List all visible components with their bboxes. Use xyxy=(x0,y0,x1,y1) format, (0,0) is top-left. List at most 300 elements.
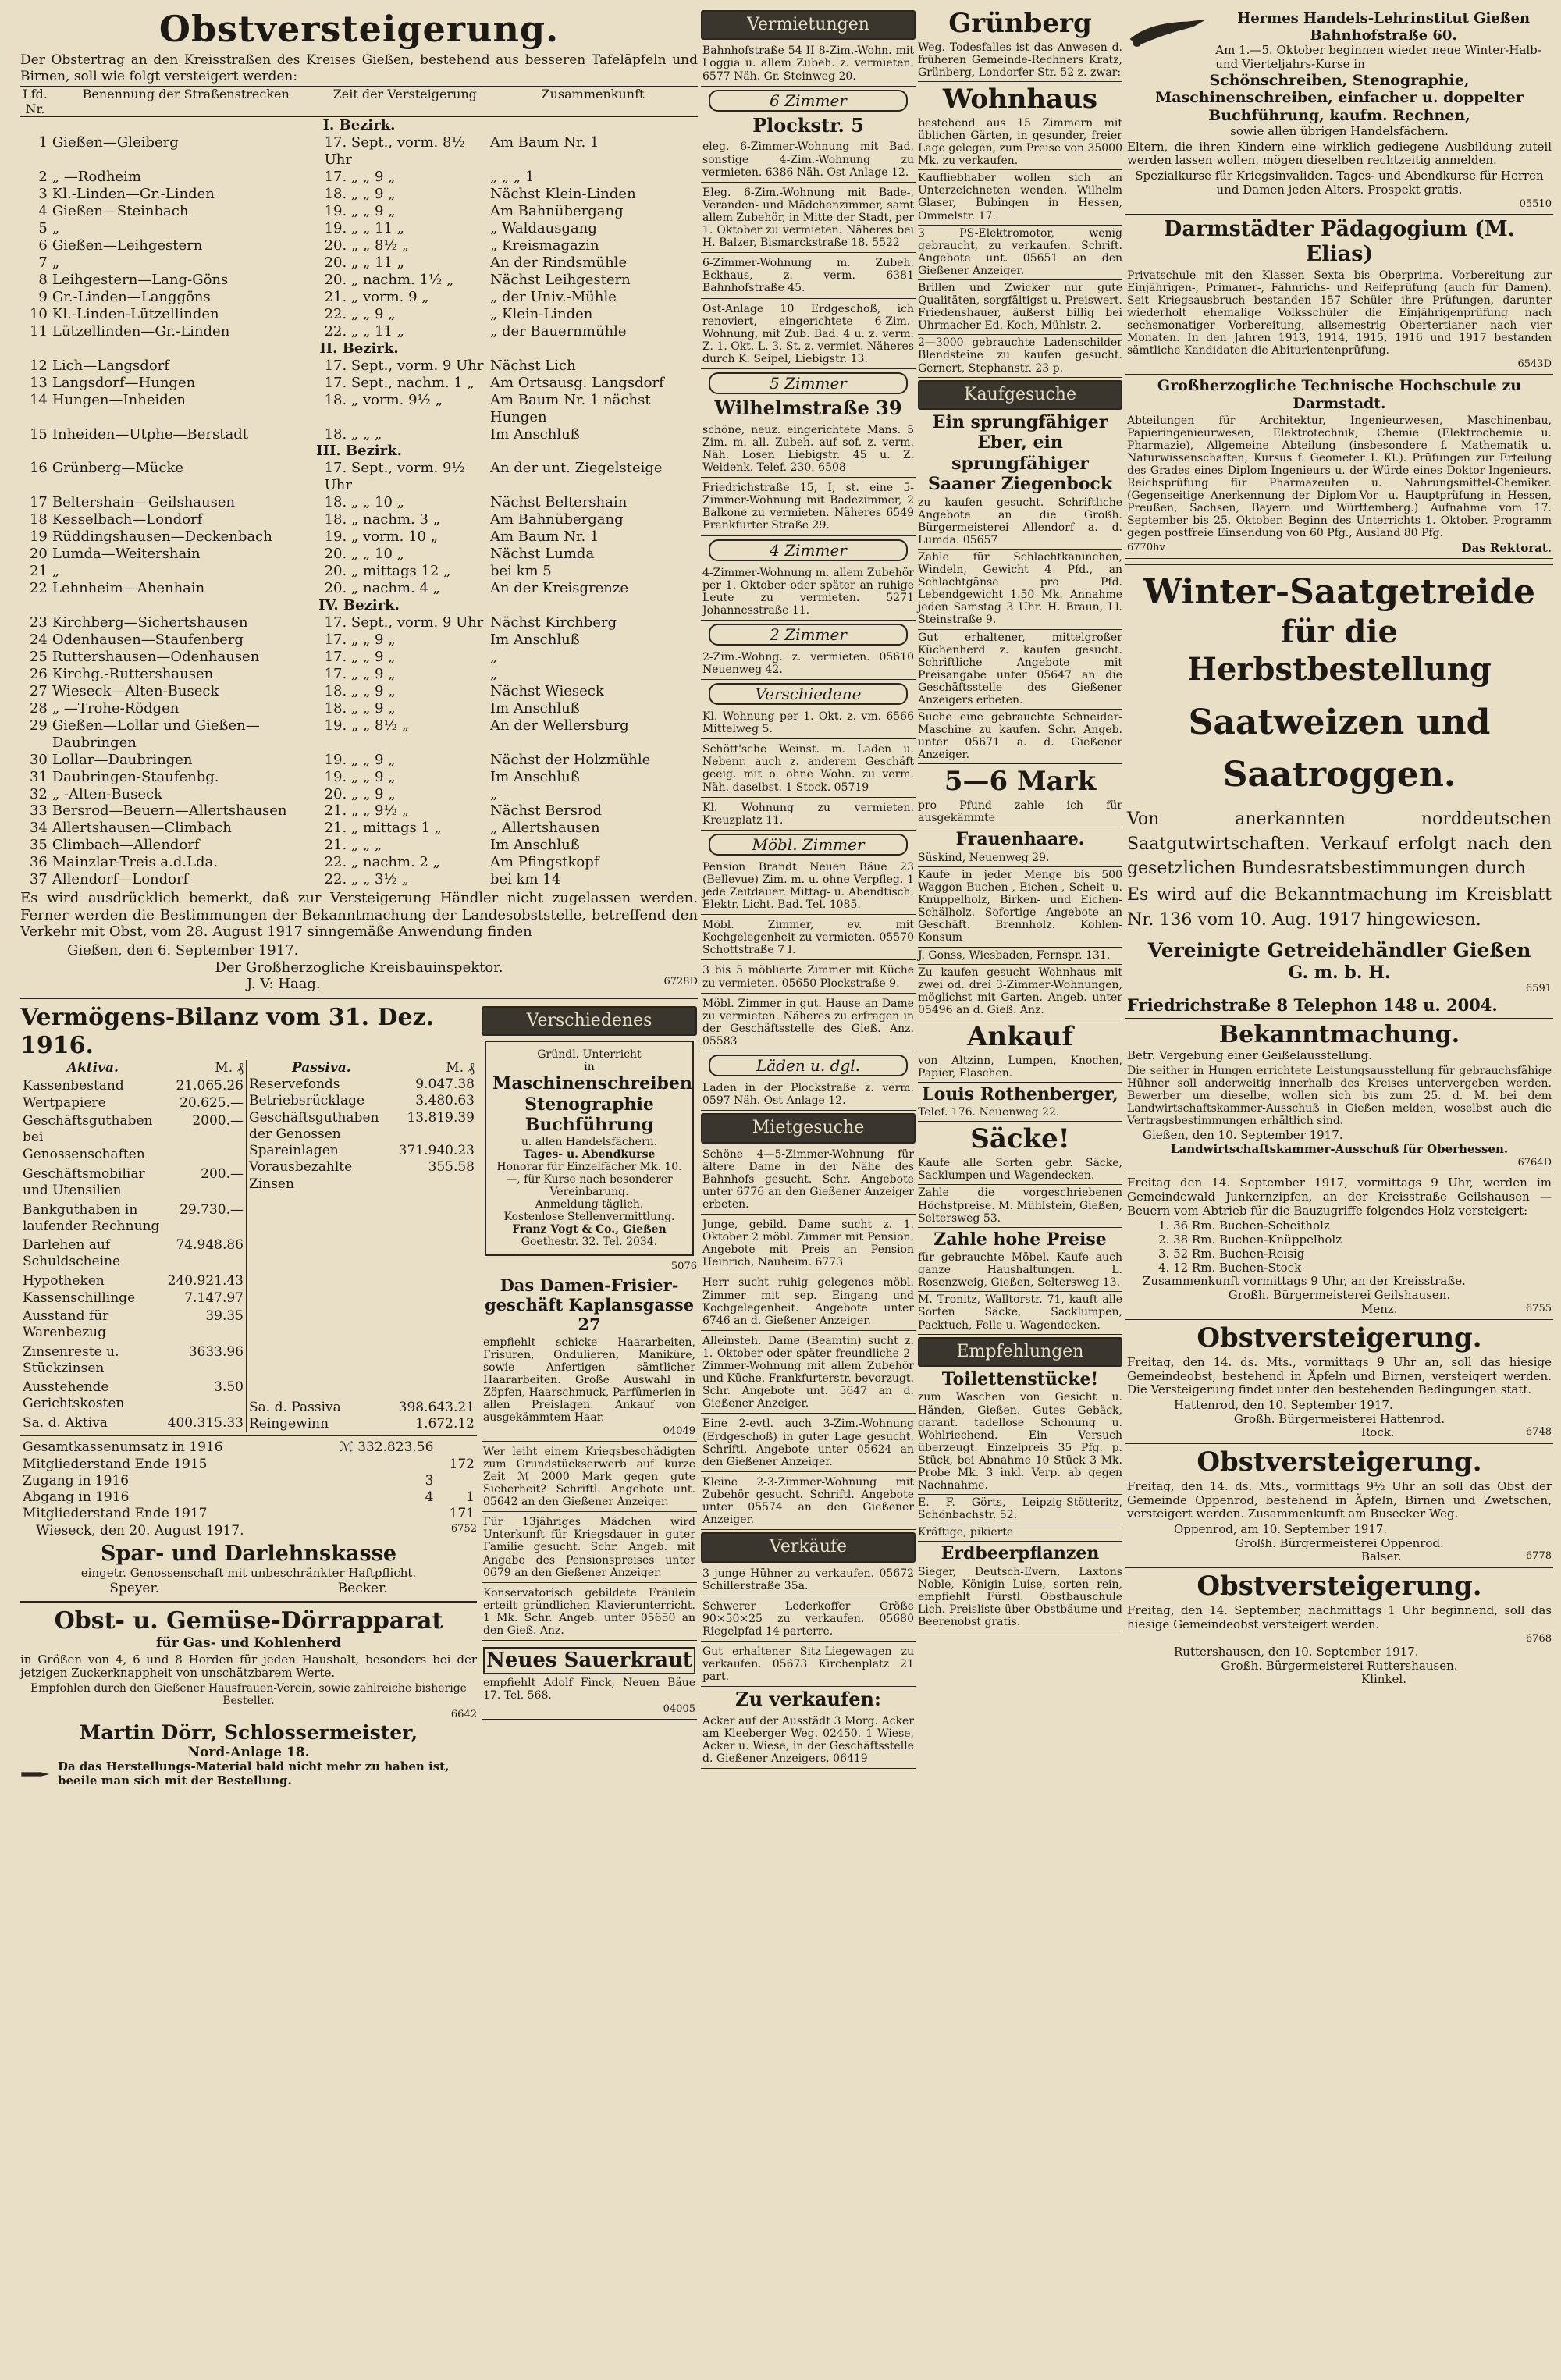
classified-ad: Gut erhaltener, mittelgroßer Küchenherd z. kaufen gesucht. Schriftliche Angebote mit Preisangabe unter 05647 an die Geschäftsstelle des Gießener Anzeigers erbeten. xyxy=(918,631,1122,710)
bilanz-cell: Mitgliederstand Ende 1915 xyxy=(23,1456,208,1472)
table-row xyxy=(20,631,698,649)
table-row xyxy=(20,1489,477,1506)
bilanz-cell: 355.58 xyxy=(428,1159,475,1176)
obst3-title: Obstversteigerung. xyxy=(1197,1446,1482,1478)
paed-code: 6543D xyxy=(1517,358,1552,371)
obst-cell: 27 xyxy=(29,682,48,699)
obst-cell: Nächst Klein-Linden xyxy=(489,186,636,203)
table-row xyxy=(20,1506,477,1522)
obst-cell: Climbach—Allendorf xyxy=(52,837,200,854)
quill-hand-icon xyxy=(1127,10,1209,57)
hermes-text2: Eltern, die ihren Kindern eine wirklich gediegene Ausbildung zuteil werden lassen wollen, mögen dieselben rechtzeitig anmelden. xyxy=(1127,139,1552,168)
classified-ad: Schöne 4—5-Zimmer-Wohnung für ältere Dame in der Nähe des Bahnhofs gesucht. Schr. Angebote unter 6776 an den Gießener Anzeiger erbeten. xyxy=(701,1146,916,1215)
classified-ad: Alleinsteh. Dame (Beamtin) sucht z. 1. Oktober oder später freundliche 2-Zimmer-Wohnung mit allem Zubehör und Küche. Frankfurterstr. bevorzugt. Schr. Angebote unt. 5647 an d. Gießener Anzeiger. xyxy=(701,1332,916,1414)
obst-cell: „ xyxy=(52,254,60,271)
obst-cell: 22. „ „ 11 „ xyxy=(324,322,404,340)
subcategory-header: 6 Zimmer xyxy=(709,90,908,112)
bilanz-cell: 2000.— xyxy=(192,1113,244,1129)
doerr-addr: Nord-Anlage 18. xyxy=(187,1744,310,1760)
vogt-line: Anmeldung täglich. xyxy=(535,1198,644,1211)
obst3-place: Oppenrod, am 10. September 1917. xyxy=(1174,1522,1388,1537)
ad-headline: Wohnhaus xyxy=(942,84,1098,116)
obst-cell: „ xyxy=(52,563,60,580)
damen-code: 04049 xyxy=(663,1425,695,1438)
obst-cell: Nächst der Holzmühle xyxy=(489,751,651,768)
passiva-cur: M. ₰ xyxy=(446,1059,475,1076)
classified-ad: Weg. Todesfalles ist das Anwesen d. früheren Gemeinde-Rechners Kratz, Grünberg, Londorfer Str. 52 z. zwar: xyxy=(918,41,1122,82)
ad-headline: Toilettenstücke! xyxy=(941,1369,1099,1390)
bilanz-cell xyxy=(300,1457,436,1473)
classified-ad: Kleine 2-3-Zimmer-Wohnung mit Zubehör gesucht. Schriftl. Angebote unter 05574 an den Gießener Anzeiger. xyxy=(701,1474,916,1530)
classified-ad: Brillen und Zwicker nur gute Qualitäten, sorgfältigst u. Preiswert. Friedenshauer, äußerst billig bei Uhrmacher Ed. Koch, Mühlstr. 2. xyxy=(918,282,1122,335)
umsatz-label: Gesamtkassenumsatz in 1916 xyxy=(23,1439,223,1456)
obst-cell: Nächst Lich xyxy=(489,357,576,374)
obst-cell: bei km 14 xyxy=(489,871,561,888)
obst-cell: 19. „ „ 9 „ xyxy=(324,768,396,785)
classified-ad: Kaufliebhaber wollen sich an Unterzeichneten wenden. Wilhelm Glaser, Bubingen in Hessen, Ommelstr. 17. xyxy=(918,172,1122,225)
obst2-code: 6748 xyxy=(1525,1426,1552,1439)
obst4-text: Freitag, den 14. September, nachmittags 1 Uhr beginnend, soll das hiesige Gemeindeobst versteigert werden. xyxy=(1127,1603,1552,1631)
obst2-title: Obstversteigerung. xyxy=(1197,1322,1482,1354)
classified-ad: schöne, neuz. eingerichtete Mans. 5 Zim. m. all. Zubeh. auf sof. z. verm. Näh. Losen Liebigstr. 45 u. Z. Weidenk. Telef. 230. 6508 xyxy=(701,422,916,478)
subcategory-header: Verschiedene xyxy=(709,683,908,705)
subcategory-header: 2 Zimmer xyxy=(709,624,908,646)
th-title: Großherzogliche Technische Hochschule zu Darmstadt. xyxy=(1157,377,1522,412)
table-row xyxy=(247,1093,477,1109)
obst-cell: Wieseck—Alten-Buseck xyxy=(52,682,219,699)
bilanz-cell: Geschäftsguthaben bei Genossenschaften xyxy=(23,1113,153,1162)
obst-header-1: Benennung der Straßenstrecken xyxy=(50,86,322,116)
hermes-title: Hermes Handels-Lehrinstitut Gießen xyxy=(1237,10,1531,27)
obst-cell: Am Ortsausg. Langsdorf xyxy=(489,374,664,391)
bilanz-cell: Wertpapiere xyxy=(23,1095,106,1112)
obst-place: Gießen, den 6. September 1917. xyxy=(67,942,299,959)
bilanz-cell: Reservefonds xyxy=(249,1076,340,1093)
hermes-text3: Spezialkurse für Kriegsinvaliden. Tages- und Abendkurse für Herren und Damen jeden Alters. Prospekt gratis. xyxy=(1135,169,1544,197)
obst3-name: Balser. xyxy=(1361,1549,1402,1564)
classified-ad: Junge, gebild. Dame sucht z. 1. Oktober 2 möbl. Zimmer mit Pension. Angebote mit Preis an Pension Heinrich, Nauheim. 6773 xyxy=(701,1216,916,1272)
obst-cell: Lumda—Weitershain xyxy=(52,546,201,563)
obst-cell: Im Anschluß xyxy=(489,699,580,717)
vogt-code: 5076 xyxy=(670,1261,697,1273)
classified-ad: Herr sucht ruhig gelegenes möbl. Zimmer mit sep. Eingang und Kochgelegenheit. Angebote unter 6746 an d. Gießener Anzeiger. xyxy=(701,1274,916,1330)
col3-ads xyxy=(918,8,1122,1631)
obst-cell: „ -Alten-Buseck xyxy=(52,785,163,802)
obst3-text: Freitag, den 14. ds. Mts., vormittags 9½ Uhr an soll das Obst der Gemeinde Oppenrod, bestehend in Äpfeln, Birnen und Zwetschen, versteigert werden. Zusammenkunft am Busecker Weg. xyxy=(1127,1478,1552,1521)
lehrerin-ad: Konservatorisch gebildete Fräulein erteilt gründlichen Klavierunterricht. 1 Mk. Schr. Angeb. unter 05650 an den Gieß. Anz. xyxy=(482,1585,697,1641)
pointing-hand-icon xyxy=(20,1768,52,1781)
vogt-line: Kostenlose Stellenvermittlung. xyxy=(503,1211,675,1224)
table-row xyxy=(20,460,698,494)
district-heading: I. Bezirk. xyxy=(322,117,396,134)
bek-sig: Landwirtschaftskammer-Ausschuß für Oberhessen. xyxy=(1170,1142,1509,1157)
hermes-text: Am 1.—5. Oktober beginnen wieder neue Winter-Halb- und Vierteljahrs-Kurse in xyxy=(1215,43,1541,71)
bilanz-cell: 9.047.38 xyxy=(415,1076,475,1093)
obst-cell: 6 xyxy=(38,237,48,254)
obst-cell: 12 xyxy=(29,357,48,374)
obst-sign2: J. V: Haag. xyxy=(247,976,321,993)
obst-cell: Grünberg—Mücke xyxy=(52,460,184,477)
bilanz-cell: Mitgliederstand Ende 1917 xyxy=(23,1506,208,1522)
classified-ad: Acker auf der Ausstädt 3 Morg. Acker am Kleeberger Weg. 02450. 1 Wiese, Acker u. Wiese, in der Geschäftsstelle d. Gießener Anzeigers. 06419 xyxy=(701,1713,916,1769)
table-row xyxy=(20,1379,247,1415)
table-row xyxy=(20,1290,247,1308)
classified-ad: Telef. 176. Neuenweg 22. xyxy=(918,1106,1122,1122)
vermietungen-header: Vermietungen xyxy=(701,10,916,40)
obst-cell: 13 xyxy=(29,374,48,391)
table-row xyxy=(20,700,698,717)
obst-cell: 20. „ nachm. 1½ „ xyxy=(324,271,454,288)
table-row xyxy=(20,323,698,340)
classified-ad: Eine 2-evtl. auch 3-Zim.-Wohnung (Erdgeschoß) in guter Lage gesucht. Schriftl. Angebote unter 05624 an den Gießener Anzeiger. xyxy=(701,1415,916,1471)
damen-title2: geschäft Kaplansgasse 27 xyxy=(484,1295,695,1335)
kriegs-ad: Wer leiht einem Kriegsbeschädigten zum Grundstückserwerb auf kurze Zeit ℳ 2000 Mark gegen gute Sicherheit? Schriftl. Angebote unt. 05642 an den Gießener Anzeiger. xyxy=(482,1443,697,1512)
obst-cell: „ Allertshausen xyxy=(489,820,600,837)
bilanz-cell: 1 xyxy=(466,1489,475,1506)
bilanz-place: Wieseck, den 20. August 1917. xyxy=(36,1522,244,1539)
sauerkraut-ad xyxy=(482,1642,697,1720)
obst2-text: Freitag, den 14. ds. Mts., vormittags 9 Uhr an, soll das hiesige Gemeindeobst, bestehend in Äpfeln und Birnen, versteigert werden. Die Versteigerung findet unter den bestehenden Bedingungen statt. xyxy=(1127,1355,1552,1397)
obst-cell: 24 xyxy=(29,631,48,648)
classified-ad: Ost-Anlage 10 Erdgeschoß, ich renoviert, eingerichtete 6-Zim.-Wohnung, mit Zub. Bad. 4 u. z. verm. Z. 1. Okt. L. 3. St. z. vermiet. Näheres durch K. Seipel, Liebigstr. 13. xyxy=(701,301,916,369)
obst4-name: Klinkel. xyxy=(1361,1672,1406,1687)
doerr-sub: für Gas- und Kohlenherd xyxy=(156,1635,341,1652)
table-row xyxy=(20,254,698,272)
obst-cell: 14 xyxy=(29,391,48,408)
reingewinn-value: 1.672.12 xyxy=(415,1416,475,1432)
classified-ad: Zu kaufen gesucht Wohnhaus mit zwei od. drei 3-Zimmer-Wohnungen, möglichst mit Garten. Angeb. unter 05496 an d. Gieß. Anz. xyxy=(918,966,1122,1019)
obst-cell: 19. „ vorm. 10 „ xyxy=(324,528,439,546)
obst-cell: 17. „ „ 9 „ xyxy=(324,665,396,682)
table-row xyxy=(20,786,698,803)
obst-table xyxy=(20,86,698,888)
classified-ad: Bahnhofstraße 54 II 8-Zim.-Wohn. mit Loggia u. allem Zubeh. z. vermieten. 6577 Näh. Gr. Steinweg 20. xyxy=(701,42,916,86)
classified-ad: Schött'sche Weinst. m. Laden u. Nebenr. auch z. anderem Geschäft geeig. mit o. ohne Wohn. zu verm. Näh. daselbst. 1 Stock. 05719 xyxy=(701,741,916,797)
column-2 xyxy=(701,8,916,1770)
obst-title: Obstversteigerung. xyxy=(158,8,560,50)
bilanz-code: 6752 xyxy=(450,1522,477,1535)
obst-cell: Leihgestern—Lang-Göns xyxy=(52,271,229,288)
obst-cell: 32 xyxy=(29,785,48,802)
vogt-line: Honorar für Einzelfächer Mk. 10.—, für Kurse nach besonderer Vereinbarung. xyxy=(496,1160,682,1198)
table-row xyxy=(20,1344,247,1379)
bilanz-cell: Geschäftsguthaben der Genossen xyxy=(249,1109,379,1142)
obst-cell: Beltershain—Geilshausen xyxy=(52,494,236,511)
obst-cell: 20. „ „ 8½ „ xyxy=(324,237,409,254)
obst-cell: An der Rindsmühle xyxy=(489,254,628,271)
obst-cell: Kirchberg—Sichertshausen xyxy=(52,614,248,631)
doerr-name: Martin Dörr, Schlossermeister, xyxy=(79,1720,418,1744)
classified-ad: M. Tronitz, Walltorstr. 71, kauft alle Sorten Säcke, Sacklumpen, Packtuch, Felle u. Wagendecken. xyxy=(918,1293,1122,1334)
verschiedenes-section xyxy=(482,1004,697,1788)
obst-cell: 7 xyxy=(38,254,48,271)
bilanz-cell: 21.065.26 xyxy=(176,1077,244,1094)
table-row xyxy=(20,802,698,820)
aktiva-heading: Aktiva. xyxy=(66,1059,119,1076)
bilanz-cell xyxy=(436,1473,477,1489)
classified-ad: Kaufe in jeder Menge bis 500 Waggon Buchen-, Eichen-, Scheit- u. Knüppelholz, Birken- und Eichen-Schälholz. Sofortige Angebote an Geschäft. Brennholz. Kohlen-Konsum xyxy=(918,869,1122,948)
subcategory-header: 4 Zimmer xyxy=(709,539,908,561)
obst-cell: 34 xyxy=(29,820,48,837)
th-text: Abteilungen für Architektur, Ingenieurwesen, Maschinenbau, Papieringenieurwesen, Elektrotechnik, Chemie (Elektrochemie u. Pharmazie), Allgemeine Abteilung (insbesondere f. Mathematik u. Naturwissenschaften, Kursus f. Geometer I. Kl.). Prüfungen zur Erteilung des Grades eines Diplom-Ingenieurs u. der Würde eines Doktor-Ingenieurs. Reichsprüfung für Pharmazeuten u. Nahrungsmittel-Chemiker. (Gegenseitige Anerkennung der Diplom-Vor- u. Hauptprüfung in Hessen, Preußen, Sachsen, Bayern und Württemberg.) Aufnahme vom 17. September bis 25. Oktober. Beginn des Unterrichts 1. Oktober. Programm gegen postfreie Einsendung von 60 Pfg., Ausland 80 Pfg. xyxy=(1127,414,1552,540)
hermes-courses: Schönschreiben, Stenographie, Maschinenschreiben, einfacher u. doppelter Buchführung, kaufm. Rechnen, xyxy=(1155,71,1524,125)
obst2-name: Rock. xyxy=(1361,1425,1395,1440)
damen-title1: Das Damen-Frisier- xyxy=(500,1275,679,1295)
classified-ad: Zahle die vorgeschriebenen Höchstpreise. M. Mühlstein, Gießen, Seltersweg 53. xyxy=(918,1186,1122,1227)
obst-cell: Allendorf—Londorf xyxy=(52,871,189,888)
bek-betr: Betr. Vergebung einer Geißelausstellung. xyxy=(1127,1048,1372,1063)
table-row xyxy=(20,1078,247,1096)
obst-header-0: Lfd. Nr. xyxy=(20,86,50,116)
obst-sign1: Der Großherzogliche Kreisbauinspektor. xyxy=(215,959,503,976)
winter-l3: Saatweizen und xyxy=(1188,703,1491,743)
ad-headline: Zu verkaufen: xyxy=(735,1688,881,1711)
district-heading: III. Bezirk. xyxy=(316,443,402,460)
bilanz-cell: 3.480.63 xyxy=(415,1093,475,1109)
table-row xyxy=(20,392,698,426)
obst3-notice xyxy=(1125,1444,1553,1568)
obst-auction-notice xyxy=(20,8,698,993)
bilanz-cell: Darlehen auf Schuldscheine xyxy=(23,1237,121,1270)
obst-cell: 22. „ nachm. 2 „ xyxy=(324,854,440,871)
bilanz-cell: 3.50 xyxy=(214,1379,244,1396)
obst-cell: „ —Trohe-Rödgen xyxy=(52,699,180,717)
table-row xyxy=(20,1273,247,1291)
obst-cell: Am Bahnübergang xyxy=(489,511,624,528)
holz-item: 3. 52 Rm. Buchen-Reisig xyxy=(1158,1246,1305,1261)
obst-cell: 4 xyxy=(38,203,48,220)
obst-cell: 18. „ nachm. 3 „ xyxy=(324,511,440,528)
obst-cell: „ xyxy=(489,785,498,802)
obst-cell: „ „ „ 1 xyxy=(489,169,535,186)
ad-headline: Ankauf xyxy=(966,1020,1074,1052)
sauerkraut-title: Neues Sauerkraut xyxy=(483,1647,695,1674)
subcategory-header: Läden u. dgl. xyxy=(709,1055,908,1076)
table-row xyxy=(20,306,698,323)
vogt-line: Gründl. Unterricht xyxy=(537,1048,642,1062)
obst-cell: Kesselbach—Londorf xyxy=(52,511,203,528)
obst-cell: 17. Sept., vorm. 9 Uhr xyxy=(324,614,484,631)
bilanz-cell: Betriebsrücklage xyxy=(249,1093,365,1109)
obst-cell: 18. „ „ 9 „ xyxy=(324,682,396,699)
vogt-line: Maschinenschreiben xyxy=(492,1073,692,1094)
table-row xyxy=(20,871,698,888)
column-1 xyxy=(20,8,698,1788)
obst3-sig: Großh. Bürgermeisterei Oppenrod. xyxy=(1235,1535,1444,1550)
classified-ad: bestehend aus 15 Zimmern mit üblichen Gärten, in gesunder, freier Lage gelegen, zum Preise von 35000 Mk. zu verkaufen. xyxy=(918,117,1122,170)
table-row xyxy=(20,203,698,220)
ad-headline: Grünberg xyxy=(948,8,1092,39)
table-row xyxy=(20,563,698,580)
column-3 xyxy=(918,8,1122,1633)
obst4-code: 6768 xyxy=(1525,1633,1552,1645)
obst-cell: 17. „ „ 9 „ xyxy=(324,648,396,665)
obst-cell: 18 xyxy=(29,511,48,528)
classified-ad: von Altzinn, Lumpen, Knochen, Papier, Flaschen. xyxy=(918,1055,1122,1083)
table-row xyxy=(20,683,698,700)
classified-ad: 6-Zimmer-Wohnung m. Zubeh. Eckhaus, z. verm. 6381 Bahnhofstraße 45. xyxy=(701,254,916,298)
obst-header-2: Zeit der Versteigerung xyxy=(322,86,488,116)
table-row xyxy=(20,1237,247,1272)
classified-ad: Zahle für Schlachtkaninchen, Windeln, Gewicht 4 Pfd., an Schlachtgänse pro Pfd. Lebendgewicht 1.50 Mk. Annahme jeden Samstag 3 Uhr. H. Braun, Ll. Steinstraße 9. xyxy=(918,551,1122,630)
obst-cell: 16 xyxy=(29,460,48,477)
bek-place: Gießen, den 10. September 1917. xyxy=(1143,1128,1343,1143)
obst-cell: 18. „ „ 9 „ xyxy=(324,186,396,203)
hermes-ad xyxy=(1125,8,1553,215)
bilanz-cell: 4 xyxy=(425,1489,434,1506)
bilanz-title: Vermögens-Bilanz vom 31. Dez. 1916. xyxy=(20,1003,435,1059)
table-row xyxy=(247,1110,477,1144)
category-header: Verkäufe xyxy=(701,1532,916,1562)
obst-cell: 20. „ „ 9 „ xyxy=(324,785,396,802)
ad-headline: Ein sprungfähiger Eber, ein sprungfähiger Saaner Ziegenbock xyxy=(927,412,1113,495)
sa-aktiva-label: Sa. d. Aktiva xyxy=(23,1414,108,1431)
table-row xyxy=(20,649,698,666)
classified-ad: Eleg. 6-Zim.-Wohnung mit Bade-, Veranden- und Mädchenzimmer, samt allem Zubehör, in Mitte der Stadt, per 1. Oktober zu vermieten. Näheres bei H. Balzer, Bismarckstraße 18. 5522 xyxy=(701,184,916,253)
classified-ad: 3 junge Hühner zu verkaufen. 05672 Schillerstraße 35a. xyxy=(701,1565,916,1596)
obst-cell: „ xyxy=(489,665,498,682)
vogt-ad xyxy=(485,1041,694,1256)
obst2-place: Hattenrod, den 10. September 1917. xyxy=(1174,1398,1393,1413)
winter-text2: Es wird auf die Bekanntmachung im Kreisblatt Nr. 136 vom 10. Aug. 1917 hingewiesen. xyxy=(1127,885,1552,930)
holz-sig: Großh. Bürgermeisterei Geilshausen. xyxy=(1228,1287,1451,1302)
obst2-notice xyxy=(1125,1320,1553,1444)
doerr-foot: Da das Herstellungs-Material bald nicht mehr zu haben ist, beeile man sich mit der Bestellung. xyxy=(57,1759,450,1788)
obst-cell: 3 xyxy=(38,186,48,203)
obst-cell: 17. „ „ 9 „ xyxy=(324,169,396,186)
sauerkraut-text: empfiehlt Adolf Finck, Neuen Bäue 17. Tel. 568. xyxy=(483,1677,695,1702)
obst-cell: 21. „ „ „ xyxy=(324,837,382,854)
obst-cell: 26 xyxy=(29,665,48,682)
subcategory-header: Möbl. Zimmer xyxy=(709,834,908,856)
classified-ad: Süskind, Neuenweg 29. xyxy=(918,852,1122,867)
reingewinn-label: Reingewinn xyxy=(249,1416,329,1432)
category-header: Mietgesuche xyxy=(701,1113,916,1143)
sa-passiva-label: Sa. d. Passiva xyxy=(249,1399,341,1415)
bek-title: Bekanntmachung. xyxy=(1218,1021,1460,1049)
classified-ad: Schwerer Lederkoffer Größe 90×50×25 zu verkaufen. 05680 Riegelpfad 14 parterre. xyxy=(701,1598,916,1642)
doerr-ad xyxy=(20,1607,477,1788)
table-row xyxy=(20,494,698,511)
bilanz-cell: Spareinlagen xyxy=(249,1143,339,1159)
obst-cell: „ Kreismagazin xyxy=(489,237,599,254)
bek-text: Die seither in Hungen errichtete Leistungsausstellung für gebrauchsfähige Hühner soll anderweitig innerhalb des Kreises untervergeben werden. Bewerber um dieselbe, wollen sich bis zum 25. d. M. bei dem Landwirtschaftskammer-Ausschuß in Gießen melden, woselbst auch die Vertragsbestimmungen erhältlich sind. xyxy=(1127,1064,1552,1128)
classified-ad: 2—3000 gebrauchte Ladenschilder Blendsteine zu kaufen gesucht. Gernert, Stephanstr. 23 p. xyxy=(918,336,1122,377)
ad-headline: Plockstr. 5 xyxy=(752,113,864,137)
bilanz-cell: Kassenbestand xyxy=(23,1077,124,1094)
ad-headline: 5—6 Mark xyxy=(944,766,1097,798)
winter-addr: Friedrichstraße 8 Telephon 148 u. 2004. xyxy=(1127,995,1498,1016)
bilanz-cell: Geschäftsmobiliar und Utensilien xyxy=(23,1166,145,1199)
obst4-sig: Großh. Bürgermeisterei Ruttershausen. xyxy=(1221,1658,1458,1673)
classified-ad: 4-Zimmer-Wohnung m. allem Zubehör per 1. Oktober oder später an ruhige Leute zu vermieten. 5271 Johannesstraße 11. xyxy=(701,564,916,621)
holz-items xyxy=(1127,1219,1552,1275)
winter-text: Von anerkannten norddeutschen Saatgutwirtschaften. Verkauf erfolgt nach den gesetzlichen Bundesratsbestimmungen durch xyxy=(1127,809,1552,879)
classified-ad: 3 PS-Elektromotor, wenig gebraucht, zu verkaufen. Schrift. Angebote unt. 05651 an den Gießener Anzeiger. xyxy=(918,227,1122,280)
table-row xyxy=(20,1202,247,1237)
table-row xyxy=(20,820,698,837)
sa-aktiva-value: 400.315.33 xyxy=(167,1414,244,1431)
obst-cell: 19 xyxy=(29,528,48,546)
table-row xyxy=(20,528,698,546)
umsatz-value: ℳ 332.823.56 xyxy=(339,1439,434,1456)
obst-cell: Bersrod—Beuern—Allertshausen xyxy=(52,802,287,820)
bilanz-section xyxy=(20,1004,477,1788)
obst-cell: 19. „ „ 9 „ xyxy=(324,203,396,220)
obst-cell: 20. „ „ 11 „ xyxy=(324,254,404,271)
winter-l4: Saatroggen. xyxy=(1222,754,1456,795)
obst-cell: Im Anschluß xyxy=(489,837,580,854)
obst-cell: 20 xyxy=(29,546,48,563)
category-header: Empfehlungen xyxy=(918,1337,1122,1367)
obst-cell: 9 xyxy=(38,288,48,305)
classified-ad: für gebrauchte Möbel. Kaufe auch ganze Haushaltungen. L. Rosenzweig, Gießen, Seltersweg 13. xyxy=(918,1251,1122,1292)
obst-cell: 21 xyxy=(29,563,48,580)
table-row xyxy=(20,169,698,186)
bilanz-cell: 13.819.39 xyxy=(407,1109,475,1126)
bilanz-cell xyxy=(300,1506,436,1522)
obst-cell: Nächst Leihgestern xyxy=(489,271,631,288)
obst2-sig: Großh. Bürgermeisterei Hattenrod. xyxy=(1233,1411,1445,1426)
table-row xyxy=(20,614,698,631)
obst-cell: 20. „ „ 10 „ xyxy=(324,546,404,563)
obst-cell: 31 xyxy=(29,768,48,785)
saatgetreide-ad xyxy=(1125,570,1553,1019)
obst-cell: Kl.-Linden-Lützellinden xyxy=(52,305,219,322)
doerr-code: 6642 xyxy=(450,1709,477,1721)
table-row xyxy=(20,1308,247,1343)
classified-ad: Pension Brandt Neuen Bäue 23 (Bellevue) Zim. m. u. ohne Verpfleg. 1 jede Zeitdauer. Mittag- u. Abendtisch. Elektr. Licht. Bad. Tel. 1085. xyxy=(701,859,916,915)
classified-ad: eleg. 6-Zimmer-Wohnung mit Bad, sonstige 4-Zim.-Wohnung zu vermieten. 6386 Näh. Ost-Anlage 12. xyxy=(701,138,916,182)
obst-cell: „ Klein-Linden xyxy=(489,305,593,322)
obst-cell: Lehnheim—Ahenhain xyxy=(52,580,205,597)
damen-frisier-ad xyxy=(482,1273,697,1442)
category-header: Kaufgesuche xyxy=(918,380,1122,410)
table-row xyxy=(20,272,698,289)
obst3-code: 6778 xyxy=(1525,1550,1552,1563)
table-row xyxy=(20,289,698,306)
table-row xyxy=(20,220,698,237)
sa-passiva-value: 398.643.21 xyxy=(398,1399,475,1415)
table-row xyxy=(20,546,698,563)
winter-code: 6591 xyxy=(1525,983,1552,995)
bilanz-cell: Vorausbezahlte Zinsen xyxy=(249,1159,353,1192)
table-row xyxy=(247,1159,477,1193)
obst-cell: 15 xyxy=(29,425,48,443)
bilanz-cell: 172 xyxy=(449,1456,475,1472)
holz-item: 4. 12 Rm. Buchen-Stock xyxy=(1158,1260,1302,1275)
obst-cell: „ xyxy=(489,648,498,665)
bilanz-cell: Ausstehende Gerichtskosten xyxy=(23,1379,125,1412)
obst-cell: „ Waldausgang xyxy=(489,220,597,237)
bilanz-cell: 171 xyxy=(449,1506,475,1522)
table-row xyxy=(20,134,698,169)
obst-cell: 33 xyxy=(29,802,48,820)
obst-cell: 18. „ „ 9 „ xyxy=(324,699,396,717)
vogt-line: u. allen Handelsfächern. xyxy=(521,1135,658,1148)
bilanz-summary xyxy=(20,1439,477,1522)
classified-ad: E. F. Görts, Leipzig-Stötteritz, Schönbachstr. 52. xyxy=(918,1496,1122,1524)
obst-cell: 37 xyxy=(29,871,48,888)
obst-cell: Gießen—Steinbach xyxy=(52,203,189,220)
obst-code: 6728D xyxy=(663,976,698,988)
ad-headline: Louis Rothenberger, xyxy=(922,1083,1118,1105)
ad-headline: Erdbeerpflanzen xyxy=(941,1543,1100,1564)
obst-cell: 8 xyxy=(38,271,48,288)
col2-ads xyxy=(701,42,916,1769)
obst-intro: Der Obstertrag an den Kreisstraßen des Kreises Gießen, bestehend aus besseren Tafeläpfeln und Birnen, soll wie folgt versteigert werden: xyxy=(20,52,698,84)
obst-cell: Mainzlar-Treis a.d.Lda. xyxy=(52,854,219,871)
